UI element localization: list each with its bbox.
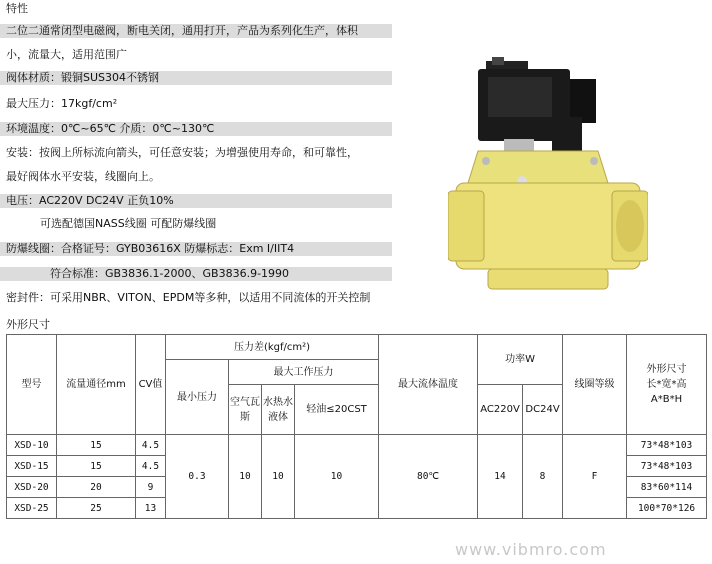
dimensions-cell: 73*48*103 bbox=[627, 435, 707, 456]
features-heading: 特性 bbox=[6, 2, 28, 15]
ac-power-cell: 14 bbox=[478, 435, 523, 519]
header-cv: CV值 bbox=[136, 335, 166, 435]
header-dc24v: DC24V bbox=[523, 385, 563, 435]
header-light-oil: 轻油≤20CST bbox=[295, 385, 379, 435]
cv-cell: 4.5 bbox=[136, 456, 166, 477]
light-oil-cell: 10 bbox=[295, 435, 379, 519]
header-pressure-difference: 压力差(kgf/cm²) bbox=[166, 335, 379, 360]
environment-temperature: 环境温度：0℃~65℃ 介质：0℃~130℃ bbox=[0, 122, 392, 136]
header-dimensions-line-3: A*B*H bbox=[650, 394, 683, 405]
header-model: 型号 bbox=[7, 335, 57, 435]
cv-cell: 4.5 bbox=[136, 435, 166, 456]
max-pressure: 最大压力：17kgf/cm² bbox=[6, 97, 118, 110]
water-liquid-cell: 10 bbox=[262, 435, 295, 519]
model-cell: XSD-20 bbox=[7, 477, 57, 498]
cv-cell: 9 bbox=[136, 477, 166, 498]
solenoid-valve-image bbox=[448, 55, 648, 295]
model-cell: XSD-25 bbox=[7, 498, 57, 519]
coil-option: 可选配德国NASS线圈 可配防爆线圈 bbox=[40, 217, 217, 230]
standards: 符合标准：GB3836.1-2000、GB3836.9-1990 bbox=[0, 267, 392, 281]
install-line-1: 安装：按阀上所标流向箭头，可任意安装；为增强使用寿命，和可靠性， bbox=[6, 146, 358, 159]
header-flow-diameter: 流量通径mm bbox=[57, 335, 136, 435]
header-dimensions-line-2: 长*宽*高 bbox=[646, 379, 687, 390]
header-max-fluid-temperature: 最大流体温度 bbox=[379, 335, 478, 435]
voltage: 电压：AC220V DC24V 正负10% bbox=[0, 194, 392, 208]
table-row bbox=[7, 435, 707, 456]
header-coil-class: 线圈等级 bbox=[563, 335, 627, 435]
model-cell: XSD-15 bbox=[7, 456, 57, 477]
description-line-1: 二位二通常闭型电磁阀，断电关闭，通用打开，产品为系列化生产，体积 bbox=[0, 24, 392, 38]
max-temp-cell: 80℃ bbox=[379, 435, 478, 519]
flow-cell: 20 bbox=[57, 477, 136, 498]
air-gas-cell: 10 bbox=[229, 435, 262, 519]
install-line-2: 最好阀体水平安装，线圈向上。 bbox=[6, 170, 160, 183]
dimensions-cell: 100*70*126 bbox=[627, 498, 707, 519]
dc-power-cell: 8 bbox=[523, 435, 563, 519]
header-ac220v: AC220V bbox=[478, 385, 523, 435]
header-power: 功率W bbox=[478, 335, 563, 385]
flow-cell: 25 bbox=[57, 498, 136, 519]
cv-cell: 13 bbox=[136, 498, 166, 519]
min-pressure-cell: 0.3 bbox=[166, 435, 229, 519]
flow-cell: 15 bbox=[57, 456, 136, 477]
header-dimensions bbox=[627, 335, 707, 435]
model-cell: XSD-10 bbox=[7, 435, 57, 456]
header-water-liquid: 水热水液体 bbox=[262, 385, 295, 435]
dimensions-title: 外形尺寸 bbox=[6, 318, 50, 331]
description-line-2: 小，流量大，适用范围广 bbox=[6, 48, 127, 61]
header-air-gas: 空气瓦斯 bbox=[229, 385, 262, 435]
coil-class-cell: F bbox=[563, 435, 627, 519]
flow-cell: 15 bbox=[57, 435, 136, 456]
dimensions-cell: 83*60*114 bbox=[627, 477, 707, 498]
watermark: www.vibmro.com bbox=[455, 540, 607, 559]
header-dimensions-line-1: 外形尺寸 bbox=[646, 364, 687, 375]
specification-table bbox=[6, 334, 707, 519]
header-max-working-pressure: 最大工作压力 bbox=[229, 360, 379, 385]
body-material: 阀体材质：锻铜SUS304不锈钢 bbox=[0, 71, 392, 85]
explosion-proof-coil: 防爆线圈：合格证号：GYB03616X 防爆标志：Exm I/IIT4 bbox=[0, 242, 392, 256]
header-min-pressure: 最小压力 bbox=[166, 360, 229, 435]
dimensions-cell: 73*48*103 bbox=[627, 456, 707, 477]
seals: 密封件：可采用NBR、VITON、EPDM等多种，以适用不同流体的开关控制 bbox=[6, 291, 371, 304]
